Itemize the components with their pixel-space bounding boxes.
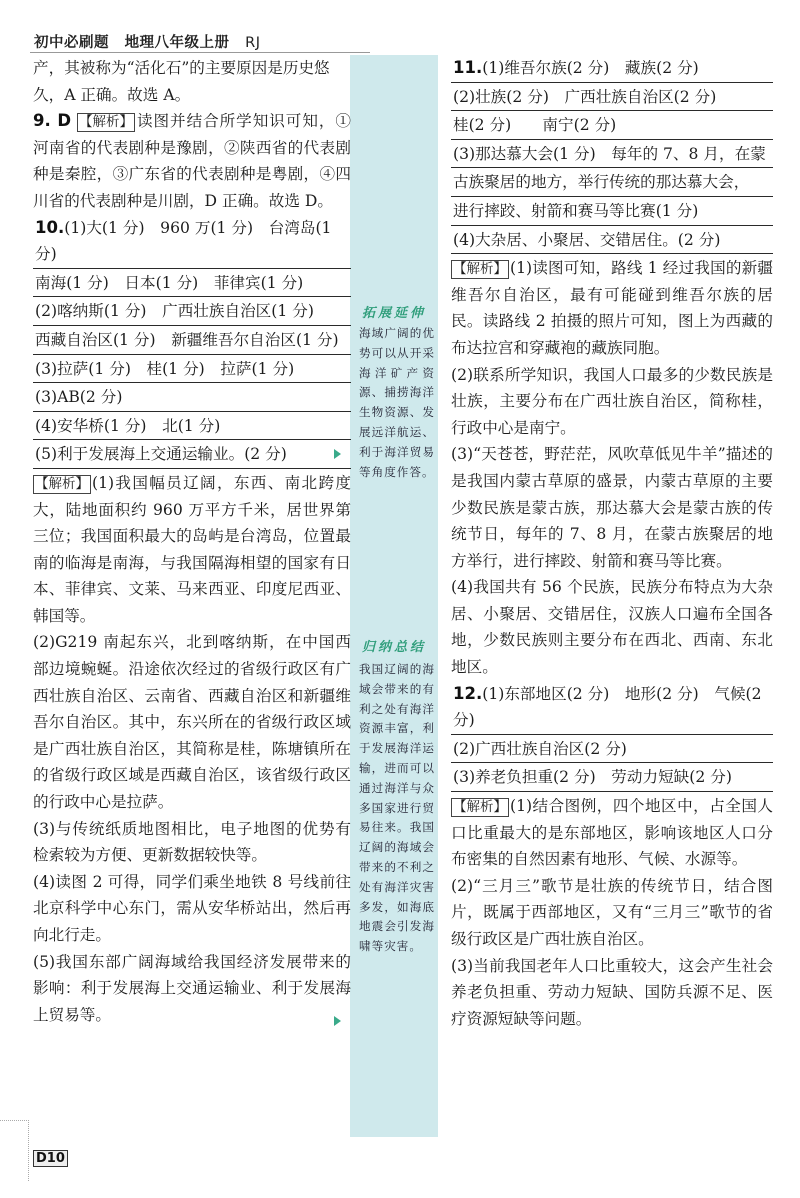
- answer-line: (2)喀纳斯(1 分) 广西壮族自治区(1 分): [33, 298, 351, 326]
- question-number: 11.: [453, 58, 483, 77]
- question-number: 10.: [35, 217, 65, 237]
- answer-line: (2)广西壮族自治区(2 分): [451, 736, 773, 764]
- analysis-label: 【解析】: [453, 261, 507, 278]
- analysis-paragraph: (3)当前我国老年人口比重较大，这会产生社会养老负担重、劳动力短缺、国防兵源不足、医疗资源短缺等问题。: [451, 956, 773, 1028]
- analysis-paragraph: (4)读图 2 可得，同学们乘坐地铁 8 号线前往北京科学中心东门，需从安华桥站出，然后再向北行走。: [33, 872, 351, 944]
- analysis-paragraph: (4)我国共有 56 个民族，民族分布特点为大杂居、小聚居、交错居住，汉族人口遍布全国各地，少数民族则主要分布在西北、西南、东北地区。: [451, 578, 773, 677]
- tip1-title: 拓展延伸: [362, 306, 427, 321]
- analysis-label: 【解析】: [35, 475, 89, 492]
- page-number: D10: [33, 1150, 68, 1167]
- tip2-title: 归纳总结: [362, 640, 427, 655]
- side-note-panel: [350, 55, 438, 1137]
- answer-line: (3)那达慕大会(1 分) 每年的 7、8 月，在蒙: [451, 141, 773, 169]
- answer-line: 南海(1 分) 日本(1 分) 菲律宾(1 分): [33, 270, 351, 298]
- question-number: 9. D: [33, 111, 72, 131]
- book-subject: 地理八年级上册: [124, 35, 230, 51]
- corner-decoration: [0, 1120, 29, 1181]
- left-column: [33, 55, 351, 1028]
- analysis-text: 读图并结合所学知识可知，①河南省的代表剧种是豫剧，②陕西省的代表剧种是秦腔，③广东省的代表剧种是粤剧，④四川省的代表剧种是川剧，D 正确。故选 D。: [33, 112, 351, 210]
- continued-text: 久，A 正确。故选 A。: [33, 85, 191, 104]
- answer-line: 12.(1)东部地区(2 分) 地形(2 分) 气候(2 分): [451, 681, 773, 735]
- analysis-paragraph: 【解析】 (1)结合图例，四个地区中，占全国人口比重最大的是东部地区，影响该地区人口分布密集的自然因素有地形、气候、水源等。: [451, 797, 773, 869]
- analysis-paragraph: (2)G219 南起东兴，北到喀纳斯，在中国西部边境蜿蜒。沿途依次经过的省级行政区有广西壮族自治区、云南省、西藏自治区和新疆维吾尔自治区。其中，东兴所在的省级行政区域是广西壮族自治区，其简称是桂，陈塘镇所在的省级行政区域是西藏自治区，该省级行政区的行政中心是拉萨。: [33, 633, 351, 812]
- answer-line: (3)养老负担重(2 分) 劳动力短缺(2 分): [451, 764, 773, 792]
- analysis-paragraph: (5)我国东部广阔海域给我国经济发展带来的影响：利于发展海上交通运输业、利于发展海上贸易等。: [33, 952, 351, 1024]
- answer-line: (3)拉萨(1 分) 桂(1 分) 拉萨(1 分): [33, 356, 351, 384]
- question-9: [33, 108, 351, 214]
- answer-line: (4)安华桥(1 分) 北(1 分): [33, 413, 351, 441]
- analysis-paragraph: (3)与传统纸质地图相比，电子地图的优势有检索较为方便、更新数据较快等。: [33, 819, 351, 865]
- answer-line: (5)利于发展海上交通运输业。(2 分): [33, 441, 351, 469]
- tip1-text: 海域广阔的优势可以从开采海洋矿产资源、捕捞海洋生物资源、发展远洋航运、利于海洋贸易等角度作答。: [359, 326, 435, 479]
- book-edition: RJ: [245, 35, 261, 51]
- answer-line: 古族聚居的地方，举行传统的那达慕大会，: [451, 169, 773, 197]
- page-header: [34, 31, 270, 52]
- answer-line: (3)AB(2 分): [33, 384, 351, 412]
- analysis-paragraph: (2)联系所学知识，我国人口最多的少数民族是壮族，主要分布在广西壮族自治区，简称桂，行政中心是南宁。: [451, 365, 773, 437]
- question-12: [451, 681, 773, 1033]
- analysis-paragraph: 【解析】 (1)读图可知，路线 1 经过我国的新疆维吾尔自治区，最有可能碰到维吾尔族的居民。读路线 2 拍摄的照片可知，图上为西藏的布达拉宫和穿藏袍的藏族同胞。: [451, 259, 773, 357]
- continued-text: 产，其被称为“活化石”的主要原因是历史悠: [33, 59, 330, 77]
- analysis-paragraph: (2)“三月三”歌节是壮族的传统节日，结合图片，既属于西部地区，又有“三月三”歌节的省级行政区是广西壮族自治区。: [451, 876, 773, 948]
- answer-line: 进行摔跤、射箭和赛马等比赛(1 分): [451, 198, 773, 226]
- answer-line: 桂(2 分) 南宁(2 分): [451, 112, 773, 140]
- answer-line: 11.(1)维吾尔族(2 分) 藏族(2 分): [451, 55, 773, 83]
- question-number: 12.: [453, 683, 483, 703]
- answer-line: 10.(1)大(1 分) 960 万(1 分) 台湾岛(1 分): [33, 215, 351, 269]
- answer-line: (4)大杂居、小聚居、交错居住。(2 分): [451, 227, 773, 255]
- question-10: [33, 215, 351, 1029]
- analysis-paragraph: 【解析】 (1)我国幅员辽阔，东西、南北跨度大，陆地面积约 960 万平方千米，居世界第三位；我国面积最大的岛屿是台湾岛，位置最南的临海是南海，与我国隔海相望的国家有日本、菲律宾、文莱、马来西亚、印度尼西亚、韩国等。: [33, 473, 351, 625]
- analysis-label: 【解析】: [453, 799, 507, 816]
- tip2-text: 我国辽阔的海域会带来的有利之处有海洋资源丰富，利于发展海洋运输，进而可以通过海洋与众多国家进行贸易往来。我国辽阔的海域会带来的不利之处有海洋灾害多发，如海底地震会引发海啸等灾害。: [359, 662, 435, 954]
- header-rule: [30, 52, 370, 53]
- analysis-label: 【解析】: [79, 114, 134, 131]
- question-11: [451, 55, 773, 681]
- answer-line: 西藏自治区(1 分) 新疆维吾尔自治区(1 分): [33, 327, 351, 355]
- book-series: 初中必刷题: [34, 35, 109, 51]
- answer-line: (2)壮族(2 分) 广西壮族自治区(2 分): [451, 84, 773, 112]
- right-column: [451, 55, 773, 1032]
- analysis-paragraph: (3)“天苍苍，野茫茫，风吹草低见牛羊”描述的是我国内蒙古草原的盛景，内蒙古草原的主要少数民族是蒙古族，那达慕大会是蒙古族的传统节日，每年的 7、8 月，在蒙古族聚居的地方举行，进行摔跤、射箭和赛马等比赛。: [451, 445, 773, 570]
